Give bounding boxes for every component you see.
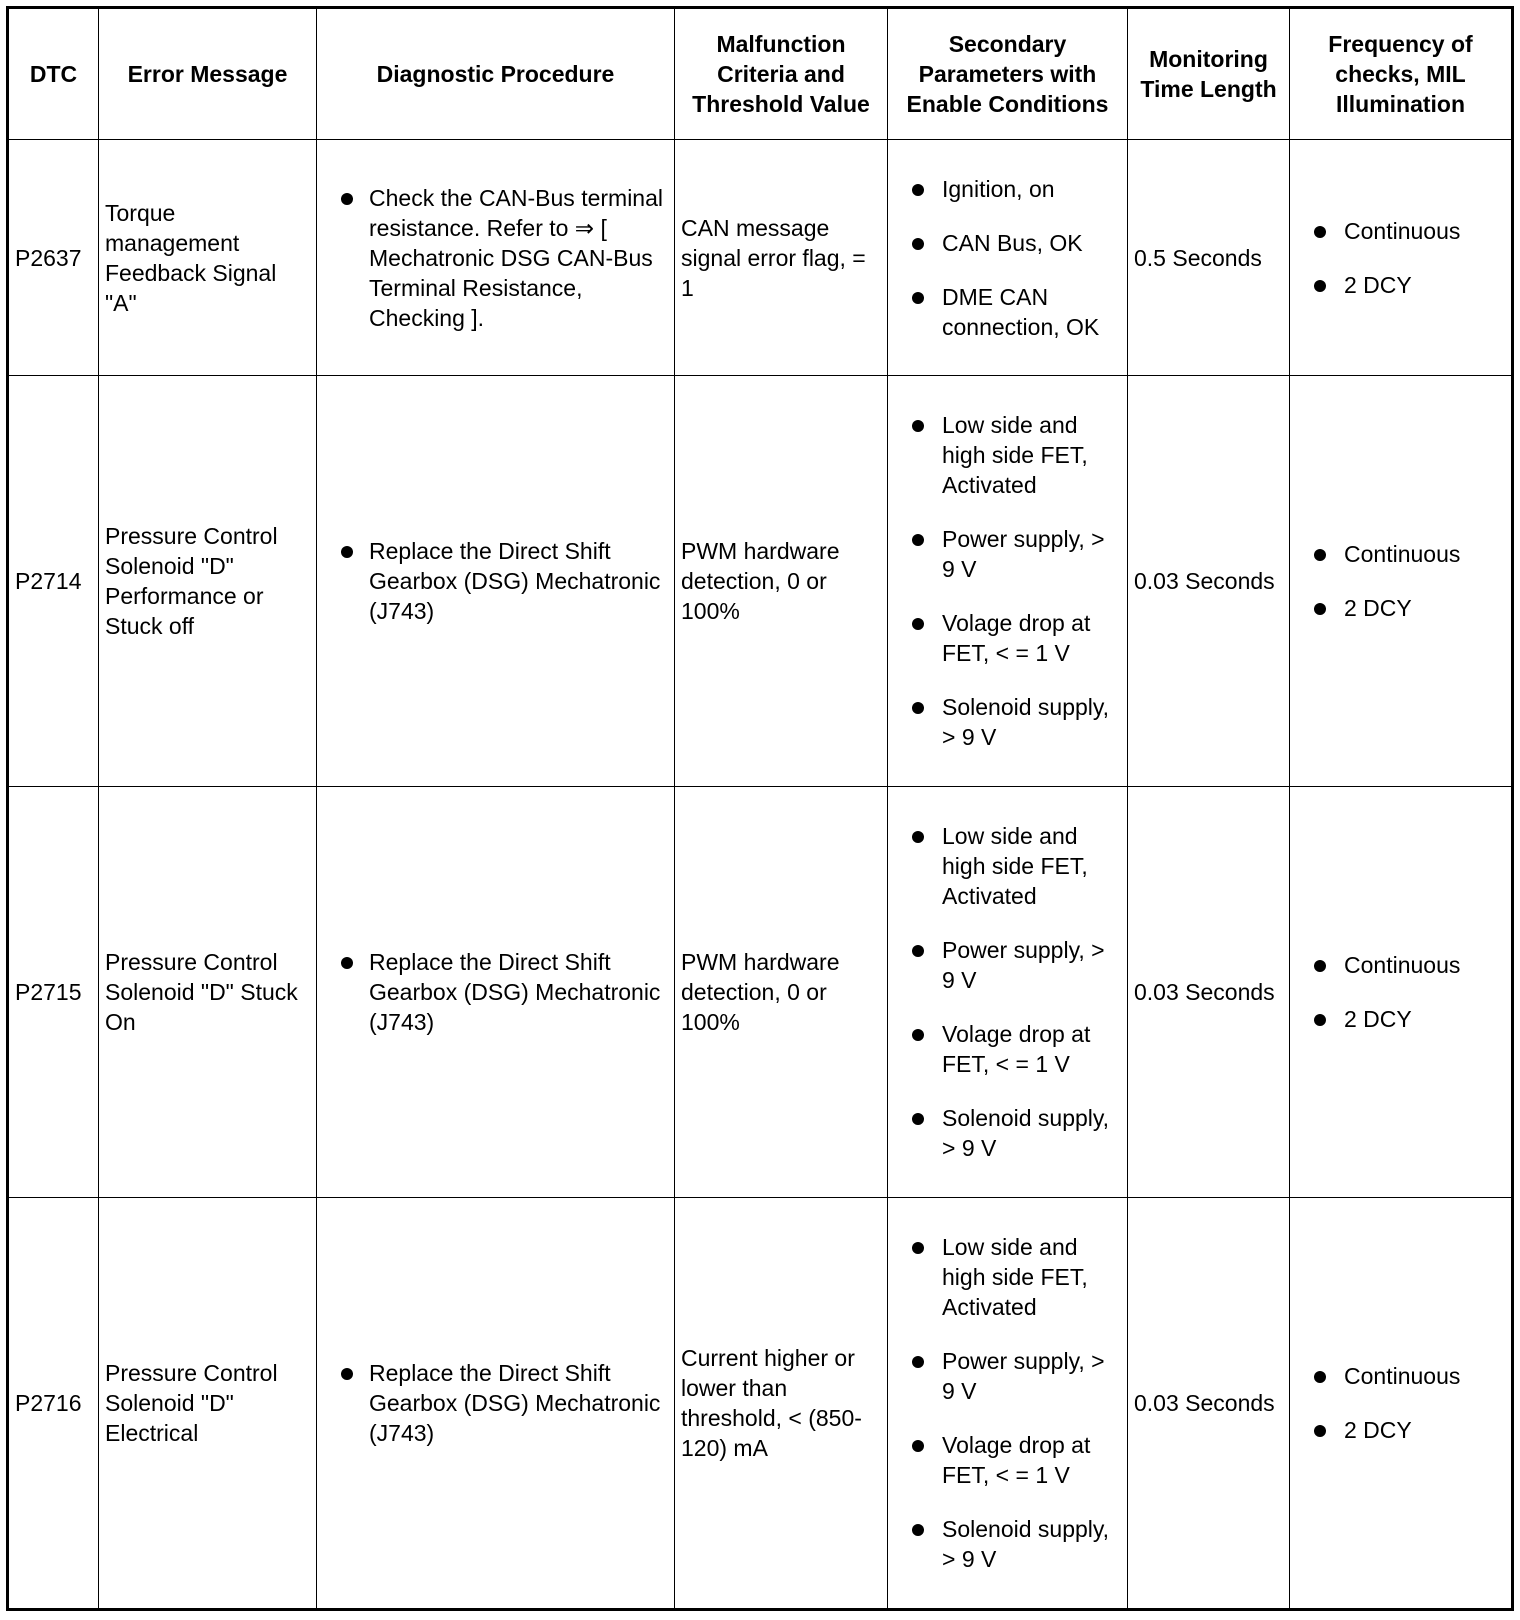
header-row xyxy=(8,8,1513,140)
diagnostic-procedure xyxy=(317,376,675,787)
header-secondary-parameters: Secondary Parameters with Enable Conditions xyxy=(888,8,1128,140)
procedure-item: Replace the Direct Shift Gearbox (DSG) Mechatronic (J743) xyxy=(323,947,668,1037)
secondary-parameters xyxy=(888,376,1128,787)
frequency-item: 2 DCY xyxy=(1296,1415,1505,1445)
dtc-code: P2637 xyxy=(8,140,99,376)
monitoring-time: 0.5 Seconds xyxy=(1128,140,1290,376)
malfunction-criteria: PWM hardware detection, 0 or 100% xyxy=(675,376,888,787)
frequency-item: Continuous xyxy=(1296,539,1505,569)
frequency-item: 2 DCY xyxy=(1296,593,1505,623)
table-row xyxy=(8,787,1513,1198)
secondary-item: Low side and high side FET, Activated xyxy=(894,1232,1121,1322)
dtc-table xyxy=(6,6,1514,1611)
frequency-item: 2 DCY xyxy=(1296,270,1505,300)
frequency xyxy=(1290,140,1513,376)
frequency xyxy=(1290,787,1513,1198)
header-error-message: Error Message xyxy=(99,8,317,140)
error-message: Pressure Control Solenoid "D" Electrical xyxy=(99,1198,317,1610)
secondary-item: Volage drop at FET, < = 1 V xyxy=(894,1430,1121,1490)
frequency-item: Continuous xyxy=(1296,950,1505,980)
secondary-item: Low side and high side FET, Activated xyxy=(894,821,1121,911)
error-message: Pressure Control Solenoid "D" Performance or Stuck off xyxy=(99,376,317,787)
dtc-code: P2715 xyxy=(8,787,99,1198)
table-row xyxy=(8,376,1513,787)
procedure-item: Replace the Direct Shift Gearbox (DSG) Mechatronic (J743) xyxy=(323,1358,668,1448)
procedure-item: Replace the Direct Shift Gearbox (DSG) Mechatronic (J743) xyxy=(323,536,668,626)
secondary-item: Power supply, > 9 V xyxy=(894,1346,1121,1406)
header-frequency: Frequency of checks, MIL Illumination xyxy=(1290,8,1513,140)
secondary-item: CAN Bus, OK xyxy=(894,228,1121,258)
dtc-code: P2714 xyxy=(8,376,99,787)
secondary-item: Power supply, > 9 V xyxy=(894,524,1121,584)
header-monitoring-time: Monitoring Time Length xyxy=(1128,8,1290,140)
secondary-item: Low side and high side FET, Activated xyxy=(894,410,1121,500)
monitoring-time: 0.03 Seconds xyxy=(1128,376,1290,787)
secondary-item: Solenoid supply, > 9 V xyxy=(894,1514,1121,1574)
secondary-parameters xyxy=(888,140,1128,376)
monitoring-time: 0.03 Seconds xyxy=(1128,1198,1290,1610)
secondary-item: Power supply, > 9 V xyxy=(894,935,1121,995)
procedure-item: Check the CAN-Bus terminal resistance. Refer to ⇒ [ Mechatronic DSG CAN-Bus Terminal Resistance, Checking ]. xyxy=(323,183,668,333)
frequency-item: 2 DCY xyxy=(1296,1004,1505,1034)
frequency-item: Continuous xyxy=(1296,216,1505,246)
secondary-item: Solenoid supply, > 9 V xyxy=(894,692,1121,752)
monitoring-time: 0.03 Seconds xyxy=(1128,787,1290,1198)
secondary-item: Volage drop at FET, < = 1 V xyxy=(894,1019,1121,1079)
error-message: Pressure Control Solenoid "D" Stuck On xyxy=(99,787,317,1198)
malfunction-criteria: Current higher or lower than threshold, < (850-120) mA xyxy=(675,1198,888,1610)
diagnostic-procedure xyxy=(317,787,675,1198)
header-diagnostic-procedure: Diagnostic Procedure xyxy=(317,8,675,140)
diagnostic-procedure xyxy=(317,140,675,376)
secondary-item: Volage drop at FET, < = 1 V xyxy=(894,608,1121,668)
secondary-parameters xyxy=(888,1198,1128,1610)
dtc-code: P2716 xyxy=(8,1198,99,1610)
header-malfunction-criteria: Malfunction Criteria and Threshold Value xyxy=(675,8,888,140)
secondary-parameters xyxy=(888,787,1128,1198)
table-row xyxy=(8,1198,1513,1610)
frequency xyxy=(1290,1198,1513,1610)
table-row xyxy=(8,140,1513,376)
malfunction-criteria: CAN message signal error flag, = 1 xyxy=(675,140,888,376)
secondary-item: DME CAN connection, OK xyxy=(894,282,1121,342)
frequency xyxy=(1290,376,1513,787)
malfunction-criteria: PWM hardware detection, 0 or 100% xyxy=(675,787,888,1198)
secondary-item: Solenoid supply, > 9 V xyxy=(894,1103,1121,1163)
header-dtc: DTC xyxy=(8,8,99,140)
diagnostic-procedure xyxy=(317,1198,675,1610)
error-message: Torque management Feedback Signal "A" xyxy=(99,140,317,376)
secondary-item: Ignition, on xyxy=(894,174,1121,204)
frequency-item: Continuous xyxy=(1296,1361,1505,1391)
